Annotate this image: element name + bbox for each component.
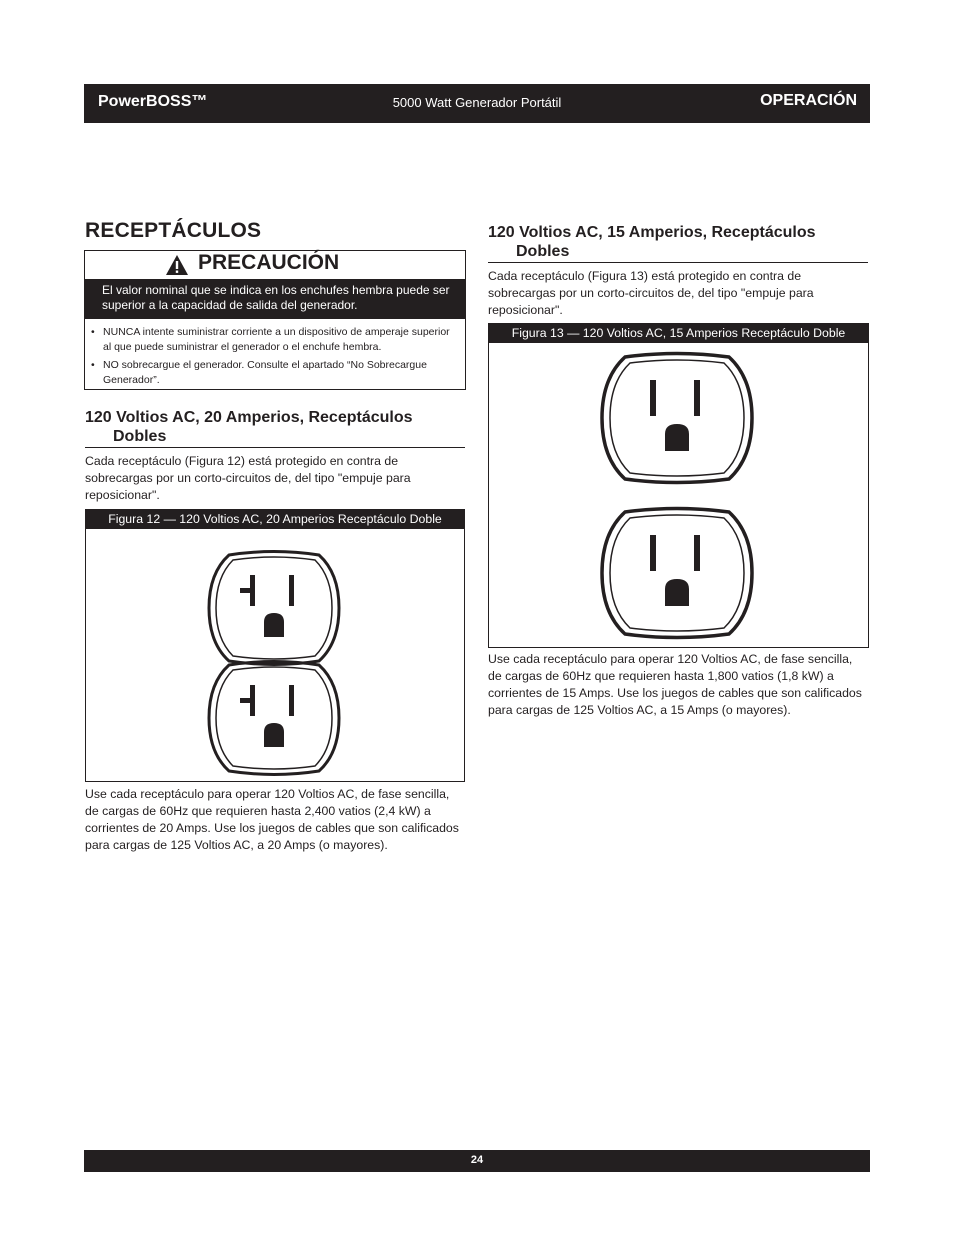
figure-13-caption: Figura 13 — 120 Voltios AC, 15 Amperios Receptáculo Doble <box>489 324 868 343</box>
caution-title: PRECAUCIÓN <box>198 251 340 274</box>
header-bar <box>84 84 870 123</box>
section-label: OPERACIÓN <box>760 92 857 109</box>
figure-12-drawing <box>86 529 463 781</box>
section-15a-heading <box>488 223 868 263</box>
caution-header <box>85 251 465 279</box>
section-20a-usage: Use cada receptáculo para operar 120 Voltios AC, de fase sencilla, de cargas de 60Hz que requieren hasta 2,400 vatios (2,4 kW) a corrientes de 20 Amps. Use los juegos de cables que son calificados para cargas de 125 Voltios AC, a 20 Amps (o mayores). <box>85 787 459 852</box>
section-20a-heading-line2: Dobles <box>113 428 167 445</box>
receptacle-20a-top <box>209 552 339 665</box>
brand-name: PowerBOSS™ <box>98 93 208 110</box>
caution-bullet: • NUNCA intente suministrar corriente a un dispositivo de amperaje superior al que puede suministrar el generador o el enchufe hembra. <box>91 325 459 355</box>
caution-band-text: El valor nominal que se indica en los enchufes hembra puede ser superior a la capacidad de salida del generador. <box>85 279 465 319</box>
caution-list <box>85 319 465 388</box>
receptacle-15a-bottom <box>602 509 752 638</box>
section-15a-heading-line2: Dobles <box>516 243 570 260</box>
page-number: 24 <box>470 1154 484 1166</box>
page-title: RECEPTÁCULOS <box>85 219 262 242</box>
section-15a-usage: Use cada receptáculo para operar 120 Voltios AC, de fase sencilla, de cargas de 60Hz que requieren hasta 1,800 vatios (1,8 kW) a corrientes de 15 Amps. Use los juegos de cables que son calificados para cargas de 125 Voltios AC, a 15 Amps (o mayores). <box>488 652 862 717</box>
caution-bullet: • NO sobrecargue el generador. Consulte el apartado “No Sobrecargue Generador”. <box>91 358 459 388</box>
section-20a-heading <box>85 408 465 448</box>
receptacle-15a-top <box>602 354 752 483</box>
receptacle-20a-bottom <box>209 662 339 775</box>
document-title: 5000 Watt Generador Portátil <box>392 95 562 110</box>
caution-box <box>84 250 466 390</box>
section-20a-heading-line1: 120 Voltios AC, 20 Amperios, Receptáculos <box>85 409 413 426</box>
figure-13-drawing <box>489 343 867 647</box>
footer-bar <box>84 1150 870 1172</box>
figure-13 <box>488 323 869 648</box>
figure-12-caption: Figura 12 — 120 Voltios AC, 20 Amperios Receptáculo Doble <box>86 510 464 529</box>
section-20a-intro: Cada receptáculo (Figura 12) está protegido en contra de sobrecargas por un corto-circuitos de, del tipo "empuje para reposicionar". <box>85 454 411 502</box>
warning-icon <box>165 254 189 276</box>
section-15a-intro: Cada receptáculo (Figura 13) está protegido en contra de sobrecargas por un corto-circuitos de, del tipo "empuje para reposicionar". <box>488 269 814 317</box>
figure-12 <box>85 509 465 782</box>
section-15a-heading-line1: 120 Voltios AC, 15 Amperios, Receptáculos <box>488 224 816 241</box>
